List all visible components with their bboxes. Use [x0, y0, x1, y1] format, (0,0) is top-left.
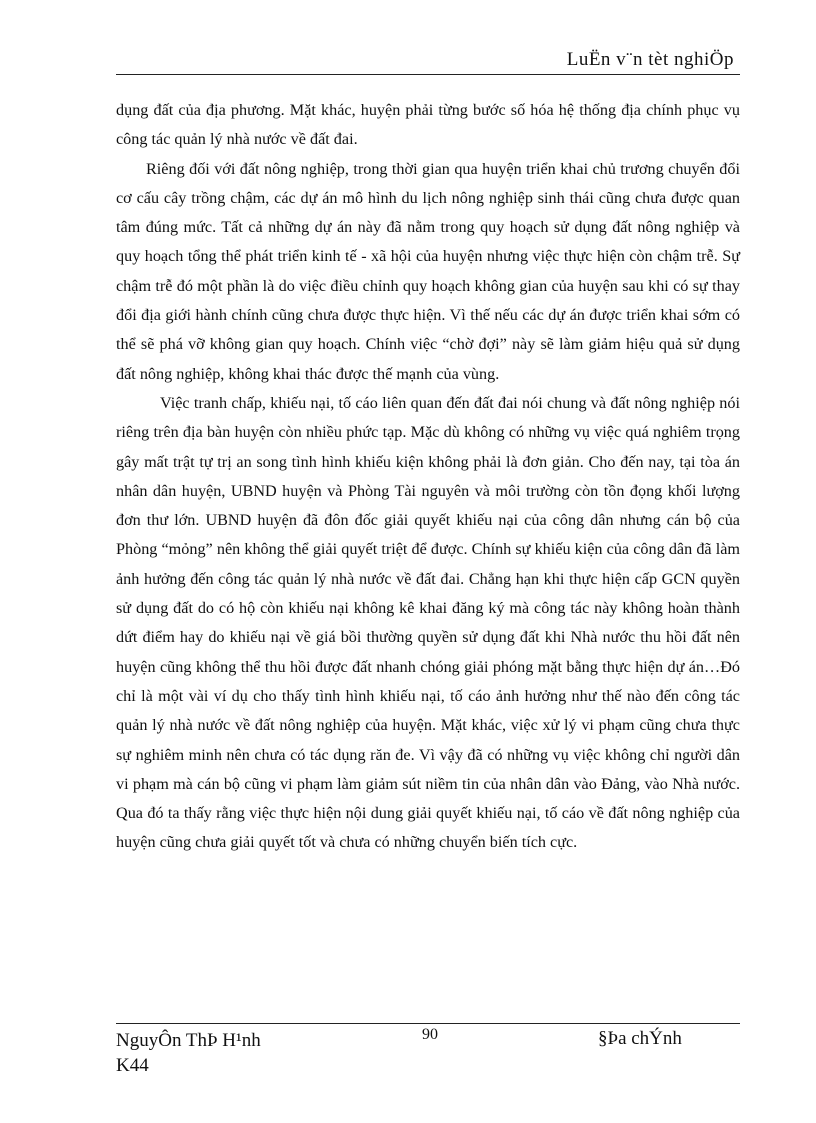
body-paragraph-1: dụng đất của địa phương. Mặt khác, huyện phải từng bước số hóa hệ thống địa chính phục vụ công tác quản lý nhà nước về đất đai.: [116, 101, 740, 149]
footer-author-name: NguyÔn ThÞ H¹nh: [116, 1030, 261, 1051]
body-paragraph-2: Riêng đối với đất nông nghiệp, trong thời gian qua huyện triển khai chủ trương chuyển đổi cơ cấu cây trồng chậm, các dự án mô hình du lịch nông nghiệp sinh thái cũng chưa được quan tâm đúng mức. Tất cả những dự án này đã nằm trong quy hoạch sử dụng đất nông nghiệp và quy hoạch tổng thể phát triển kinh tế - xã hội của huyện nhưng việc thực hiện còn chậm trễ. Sự chậm trễ đó một phần là do việc điều chỉnh quy hoạch không gian của huyện sau khi có sự thay đổi địa giới hành chính cũng chưa được thực hiện. Vì thế nếu các dự án được triển khai sớm có thể sẽ phá vỡ không gian quy hoạch. Chính việc “chờ đợi” này sẽ làm giảm hiệu quả sử dụng đất nông nghiệp, không khai thác được thế mạnh của vùng.: [116, 159, 740, 383]
document-body: [116, 96, 740, 858]
running-header-title: LuËn v¨n tèt nghiÖp: [566, 49, 734, 70]
footer-author-class: K44: [116, 1055, 149, 1076]
footer-divider: [116, 1023, 740, 1024]
footer-author: [116, 1028, 261, 1078]
header-divider: [116, 74, 740, 75]
page-number: 90: [422, 1026, 438, 1043]
body-paragraph-3: Việc tranh chấp, khiếu nại, tố cáo liên quan đến đất đai nói chung và đất nông nghiệp nói riêng trên địa bàn huyện còn nhiều phức tạp. Mặc dù không có những vụ việc quá nghiêm trọng gây mất trật tự trị an song tình hình khiếu kiện không phải là đơn giản. Cho đến nay, tại tòa án nhân dân huyện, UBND huyện và Phòng Tài nguyên và môi trường còn tồn đọng khối lượng đơn thư lớn. UBND huyện đã đôn đốc giải quyết khiếu nại của công dân nhưng cán bộ của Phòng “mỏng” nên không thể giải quyết triệt để được. Chính sự khiếu kiện của công dân đã làm ảnh hưởng đến công tác quản lý nhà nước về đất đai. Chẳng hạn khi thực hiện cấp GCN quyền sử dụng đất do có hộ còn khiếu nại không kê khai đăng ký mà công tác này không hoàn thành dứt điểm hay do khiếu nại về giá bồi thường quyền sử dụng đất khi Nhà nước thu hồi đất nên huyện cũng không thể thu hồi được đất nhanh chóng giải phóng mặt bằng thực hiện dự án…Đó chỉ là một vài ví dụ cho thấy tình hình khiếu nại, tố cáo ảnh hưởng như thế nào đến công tác quản lý nhà nước về đất nông nghiệp của huyện. Mặt khác, việc xử lý vi phạm cũng chưa thực sự nghiêm minh nên chưa có tác dụng răn đe. Vì vậy đã có những vụ việc không chỉ người dân vi phạm mà cán bộ cũng vi phạm làm giảm sút niềm tin của nhân dân vào Đảng, vào Nhà nước. Qua đó ta thấy rằng việc thực hiện nội dung giải quyết khiếu nại, tố cáo về đất nông nghiệp của huyện cũng chưa giải quyết tốt và chưa có những chuyển biến tích cực.: [116, 393, 740, 852]
footer-department: §Þa chÝnh: [598, 1028, 682, 1049]
